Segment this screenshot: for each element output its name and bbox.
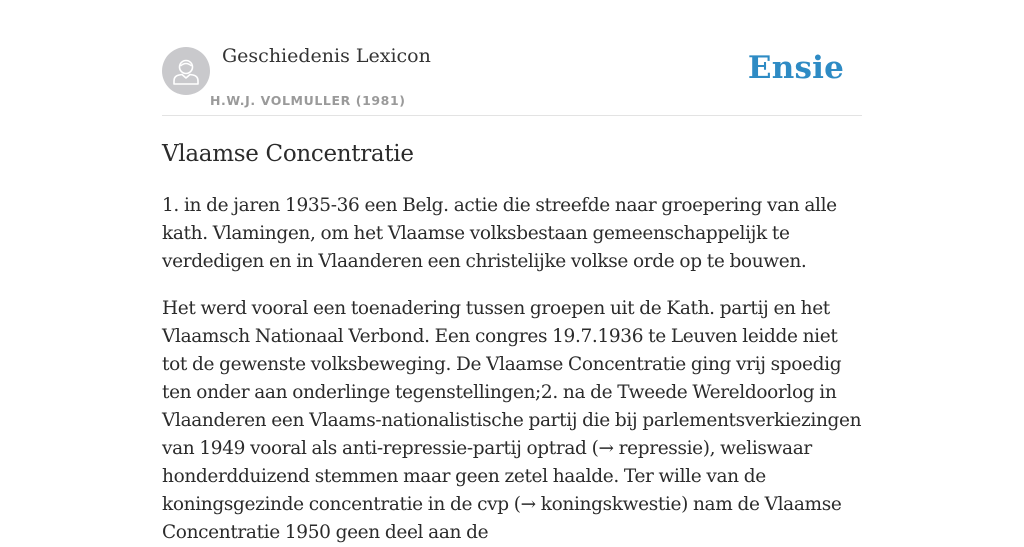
article-body — [162, 138, 862, 547]
article-paragraph: Het werd vooral een toenadering tussen groepen uit de Kath. partij en het Vlaamsch Nationaal Verbond. Een congres 19.7.1936 te Leuven leidde niet tot de gewenste volksbeweging. De Vlaamse Concentratie ging vrij spoedig ten onder aan onderlinge tegenstellingen;2. na de Tweede Wereldoorlog in Vlaanderen een Vlaams-nationalistische partij die bij parlementsverkiezingen van 1949 vooral als anti-repressie-partij optrad (→ repressie), weliswaar honderdduizend stemmen maar geen zetel haalde. Ter wille van de koningsgezinde concentratie in de cvp (→ koningskwestie) nam de Vlaamse Concentratie 1950 geen deel aan de — [162, 298, 862, 543]
entry-title: Vlaamse Concentratie — [162, 141, 414, 167]
user-avatar-icon — [162, 47, 210, 95]
author-label: H.W.J. VOLMULLER (1981) — [210, 93, 406, 108]
site-header — [162, 0, 862, 116]
article-paragraph: 1. in de jaren 1935-36 een Belg. actie die streefde naar groepering van alle kath. Vlamingen, om het Vlaamse volksbestaan gemeenschappelijk te verdedigen en in Vlaanderen een christelijke volkse orde op te bouwen. — [162, 195, 837, 272]
ensie-logo-link[interactable]: Ensie — [747, 50, 844, 86]
book-title-link[interactable]: Geschiedenis Lexicon — [222, 45, 431, 67]
